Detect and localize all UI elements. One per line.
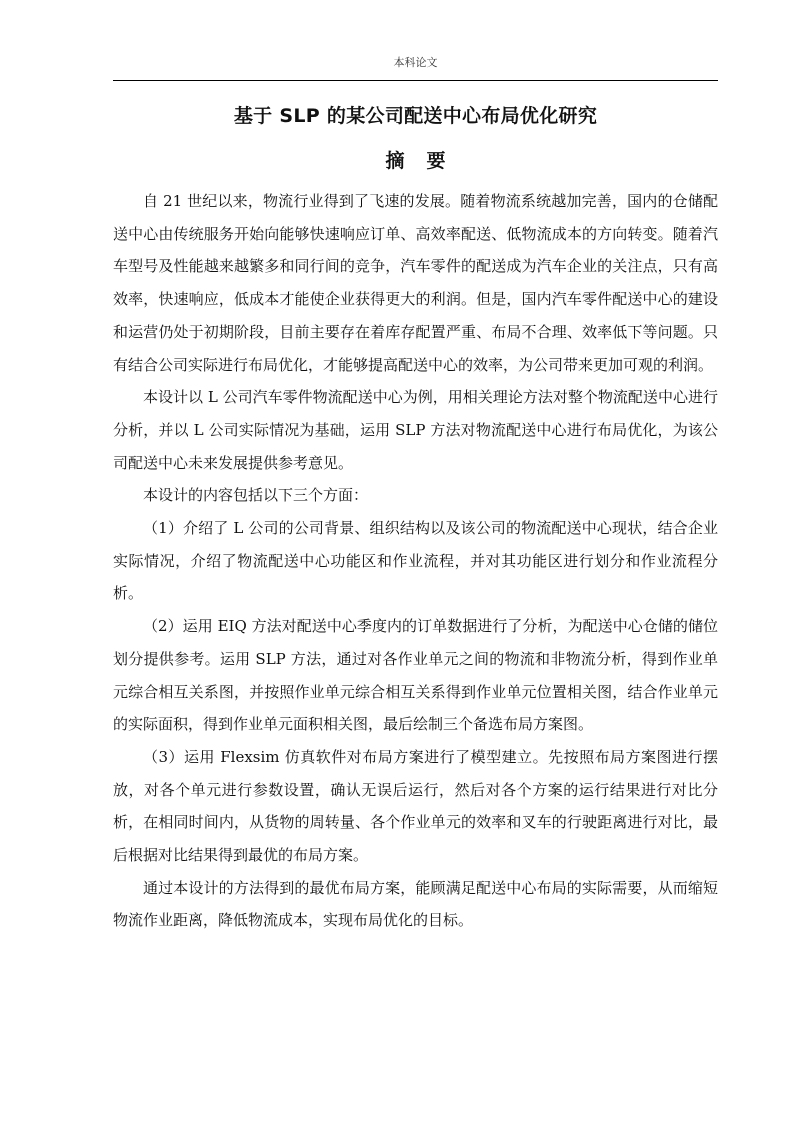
abstract-paragraph: 自 21 世纪以来，物流行业得到了飞速的发展。随着物流系统越加完善，国内的仓储配送中心由传统服务开始向能够快速响应订单、高效率配送、低物流成本的方向转变。随着汽车型号及性能越来越繁多和同行间的竞争，汽车零件的配送成为汽车企业的关注点，只有高效率，快速响应，低成本才能使企业获得更大的利润。但是，国内汽车零件配送中心的建设和运营仍处于初期阶段，目前主要存在着库存配置严重、布局不合理、效率低下等问题。只有结合公司实际进行布局优化，才能够提高配送中心的效率，为公司带来更加可观的利润。 [113,192,718,374]
header-divider [113,80,718,81]
abstract-paragraph: （2）运用 EIQ 方法对配送中心季度内的订单数据进行了分析，为配送中心仓储的储位划分提供参考。运用 SLP 方法，通过对各作业单元之间的物流和非物流分析，得到作业单元综合相互关系图，并按照作业单元综合相互关系得到作业单元位置相关图，结合作业单元的实际面积，得到作业单元面积相关图，最后绘制三个备选布局方案图。 [113,617,718,734]
running-header: 本科论文 [393,56,438,69]
abstract-paragraph: 通过本设计的方法得到的最优布局方案，能顾满足配送中心布局的实际需要，从而缩短物流作业距离，降低物流成本，实现布局优化的目标。 [113,878,718,930]
abstract-paragraph: （3）运用 Flexsim 仿真软件对布局方案进行了模型建立。先按照布局方案图进行摆放，对各个单元进行参数设置，确认无误后运行，然后对各个方案的运行结果进行对比分析，在相同时间内，从货物的周转量、各个作业单元的效率和叉车的行驶距离进行对比，最后根据对比结果得到最优的布局方案。 [113,747,718,865]
paper-title: 基于 SLP 的某公司配送中心布局优化研究 [233,105,598,127]
abstract-body [113,185,718,937]
abstract-heading [113,146,718,176]
abstract-paragraph: 本设计以 L 公司汽车零件物流配送中心为例，用相关理论方法对整个物流配送中心进行分析，并以 L 公司实际情况为基础，运用 SLP 方法对物流配送中心进行布局优化，为该公司配送中心未来发展提供参考意见。 [113,388,718,472]
abstract-heading-char-1: 摘 [385,150,405,172]
abstract-heading-char-2: 要 [426,150,446,172]
abstract-paragraph: 本设计的内容包括以下三个方面： [143,486,369,505]
abstract-paragraph: （1）介绍了 L 公司的公司背景、组织结构以及该公司的物流配送中心现状，结合企业实际情况，介绍了物流配送中心功能区和作业流程，并对其功能区进行划分和作业流程分析。 [113,519,718,603]
